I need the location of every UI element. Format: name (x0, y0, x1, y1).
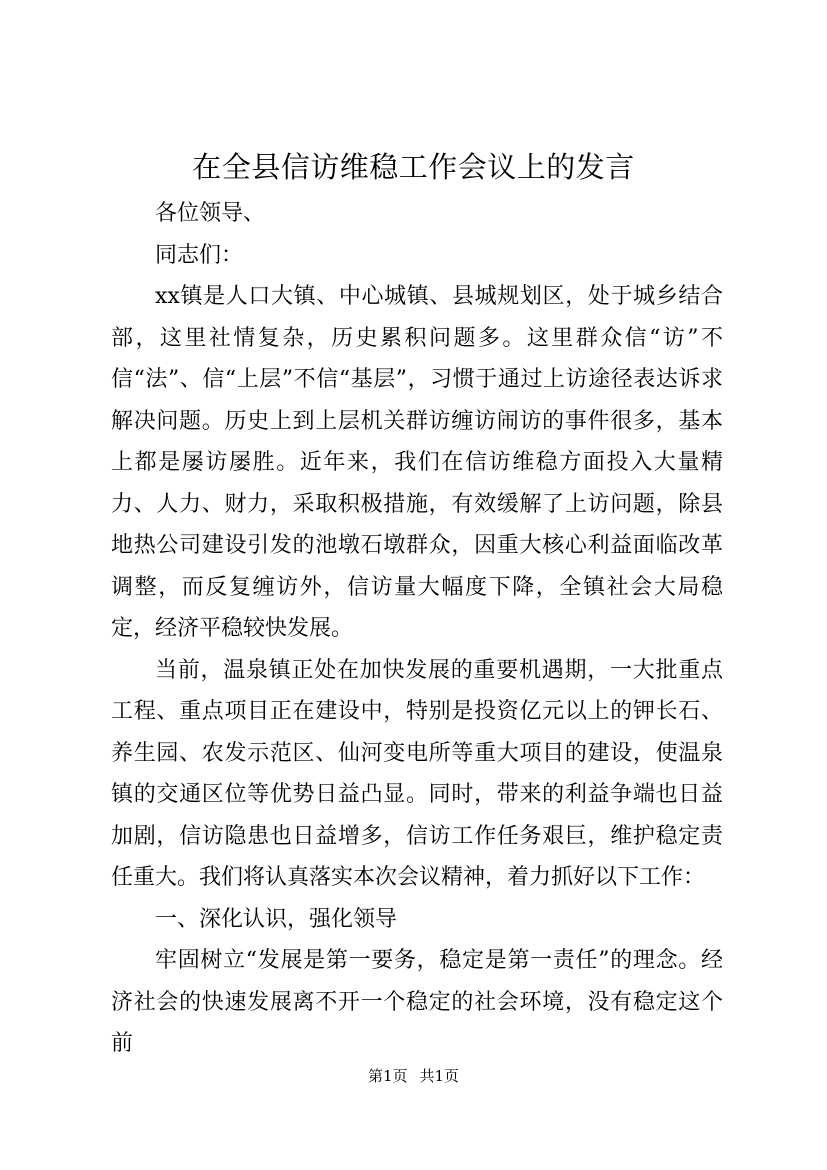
document-title: 在全县信访维稳工作会议上的发言 (192, 150, 635, 184)
paragraph-salutation-1: 各位领导、 (155, 201, 266, 226)
page-number-total: 共1页 (419, 1067, 460, 1085)
section-heading-1: 一、深化认识，强化领导 (155, 906, 398, 932)
document-body (111, 193, 723, 1065)
page-footer (0, 1066, 827, 1086)
paragraph-salutation-2: 同志们： (155, 242, 244, 268)
paragraph-background: xx镇是人口大镇、中心城镇、县城规划区，处于城乡结合部，这里社情复杂，历史累积问题多。这里群众信“访”不信“法”、信“上层”不信“基层”，习惯于通过上访途径表达诉求解决问题。历史上到上层机关群访缠访闹访的事件很多，基本上都是屡访屡胜。近年来，我们在信访维稳方面投入大量精力、人力、财力，采取积极措施，有效缓解了上访问题，除县地热公司建设引发的池墩石墩群众，因重大核心利益面临改革调整，而反复缠访外，信访量大幅度下降，全镇社会大局稳定，经济平稳较快发展。 (111, 284, 723, 641)
paragraph-current-situation: 当前，温泉镇正处在加快发展的重要机遇期，一大批重点工程、重点项目正在建设中，特别是投资亿元以上的钾长石、养生园、农发示范区、仙河变电所等重大项目的建设，使温泉镇的交通区位等优势日益凸显。同时，带来的利益争端也日益加剧，信访隐患也日益增多，信访工作任务艰巨，维护稳定责任重大。我们将认真落实本次会议精神，着力抓好以下工作： (111, 657, 723, 890)
paragraph-section-1: 牢固树立“发展是第一要务，稳定是第一责任”的理念。经济社会的快速发展离不开一个稳定的社会环境，没有稳定这个前 (111, 948, 723, 1056)
page-number-current: 第1页 (367, 1067, 408, 1085)
